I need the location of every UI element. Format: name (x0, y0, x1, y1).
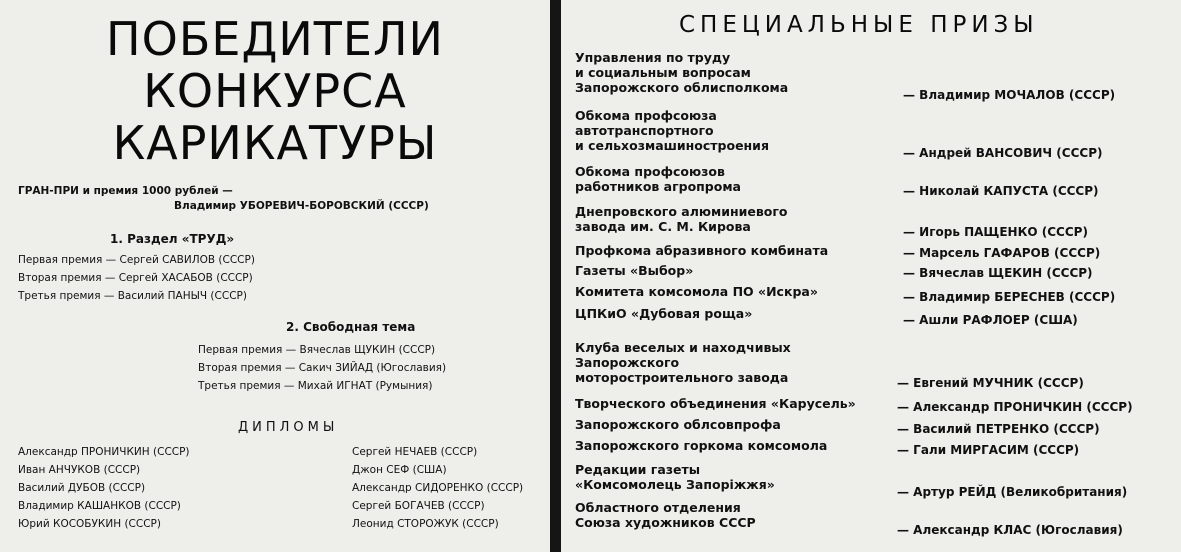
award-3-winner: — Николай КАПУСТА (СССР) (903, 184, 1099, 198)
diploma-right-1: Сергей НЕЧАЕВ (СССР) (352, 446, 478, 458)
award-13-winner: — Артур РЕЙД (Великобритания) (897, 485, 1128, 499)
award-2-org-line-1: Обкома профсоюза (575, 108, 717, 123)
award-4-org-line-1: Днепровского алюминиевого (575, 204, 788, 219)
award-6-winner: — Вячеслав ЩЕКИН (СССР) (903, 266, 1093, 280)
award-14-org-line-1: Областного отделения (575, 500, 741, 515)
award-2-winner: — Андрей ВАНСОВИЧ (СССР) (903, 146, 1103, 160)
award-11-winner: — Василий ПЕТРЕНКО (СССР) (897, 422, 1100, 436)
award-9-org-line-2: Запорожского (575, 355, 680, 370)
award-2-org-line-2: автотранспортного (575, 123, 714, 138)
section2-heading: 2. Свободная тема (286, 320, 416, 334)
section2-prize-1: Первая премия — Вячеслав ЩУКИН (СССР) (198, 344, 436, 356)
award-2-org-line-3: и сельхозмашиностроения (575, 138, 769, 153)
award-1-org-line-1: Управления по труду (575, 50, 731, 65)
right-page (561, 0, 1181, 552)
award-14-org-line-2: Союза художников СССР (575, 515, 756, 530)
award-1-org-line-3: Запорожского облисполкома (575, 80, 789, 95)
award-11-org: Запорожского облсовпрофа (575, 417, 781, 432)
section2-prize-2: Вторая премия — Сакич ЗИЙАД (Югославия) (198, 362, 447, 374)
diploma-left-2: Иван АНЧУКОВ (СССР) (18, 464, 141, 476)
award-4-winner: — Игорь ПАЩЕНКО (СССР) (903, 225, 1088, 239)
diploma-left-5: Юрий КОСОБУКИН (СССР) (18, 518, 161, 530)
award-8-org: ЦПКиО «Дубовая роща» (575, 306, 753, 321)
grand-prix-label: ГРАН-ПРИ и премия 1000 рублей — (18, 185, 233, 197)
award-9-org-line-3: моторостроительного завода (575, 370, 789, 385)
diploma-left-1: Александр ПРОНИЧКИН (СССР) (18, 446, 190, 458)
title-line-1: ПОБЕДИТЕЛИ (106, 12, 444, 66)
award-13-org-line-2: «Комсомолець Запоріжжя» (575, 477, 775, 492)
award-10-winner: — Александр ПРОНИЧКИН (СССР) (897, 400, 1133, 414)
award-12-winner: — Гали МИРГАСИМ (СССР) (897, 443, 1080, 457)
left-page (0, 0, 550, 552)
section2-prize-3: Третья премия — Михай ИГНАТ (Румыния) (198, 380, 433, 392)
diploma-left-4: Владимир КАШАНКОВ (СССР) (18, 500, 181, 512)
award-8-winner: — Ашли РАФЛОЕР (США) (903, 313, 1078, 327)
award-7-org: Комитета комсомола ПО «Искра» (575, 284, 818, 299)
special-prizes-title: СПЕЦИАЛЬНЫЕ ПРИЗЫ (679, 12, 1039, 38)
award-5-org: Профкома абразивного комбината (575, 243, 829, 258)
section1-prize-1: Первая премия — Сергей САВИЛОВ (СССР) (18, 254, 255, 266)
award-14-winner: — Александр КЛАС (Югославия) (897, 523, 1123, 537)
diploma-right-2: Джон СЕФ (США) (352, 464, 447, 476)
section1-heading: 1. Раздел «ТРУД» (110, 232, 235, 246)
award-12-org: Запорожского горкома комсомола (575, 438, 828, 453)
diplomas-heading: ДИПЛОМЫ (238, 420, 339, 435)
award-13-org-line-1: Редакции газеты (575, 462, 701, 477)
diploma-right-5: Леонид СТОРОЖУК (СССР) (352, 518, 499, 530)
award-7-winner: — Владимир БЕРЕСНЕВ (СССР) (903, 290, 1116, 304)
title-line-2: КОНКУРСА (143, 64, 407, 118)
award-6-org: Газеты «Выбор» (575, 263, 694, 278)
diploma-left-3: Василий ДУБОВ (СССР) (18, 482, 146, 494)
award-9-winner: — Евгений МУЧНИК (СССР) (897, 376, 1084, 390)
diploma-right-3: Александр СИДОРЕНКО (СССР) (352, 482, 524, 494)
award-1-org-line-2: и социальным вопросам (575, 65, 751, 80)
award-1-winner: — Владимир МОЧАЛОВ (СССР) (903, 88, 1116, 102)
section1-prize-3: Третья премия — Василий ПАНЫЧ (СССР) (18, 290, 247, 302)
diploma-right-4: Сергей БОГАЧЕВ (СССР) (352, 500, 485, 512)
section1-prize-2: Вторая премия — Сергей ХАСАБОВ (СССР) (18, 272, 253, 284)
award-9-org-line-1: Клуба веселых и находчивых (575, 340, 791, 355)
grand-prix-winner: Владимир УБОРЕВИЧ-БОРОВСКИЙ (СССР) (174, 200, 429, 212)
award-3-org-line-2: работников агропрома (575, 179, 741, 194)
award-10-org: Творческого объединения «Карусель» (575, 396, 856, 411)
award-5-winner: — Марсель ГАФАРОВ (СССР) (903, 246, 1101, 260)
award-4-org-line-2: завода им. С. М. Кирова (575, 219, 751, 234)
title-line-3: КАРИКАТУРЫ (112, 116, 438, 170)
award-3-org-line-1: Обкома профсоюзов (575, 164, 725, 179)
